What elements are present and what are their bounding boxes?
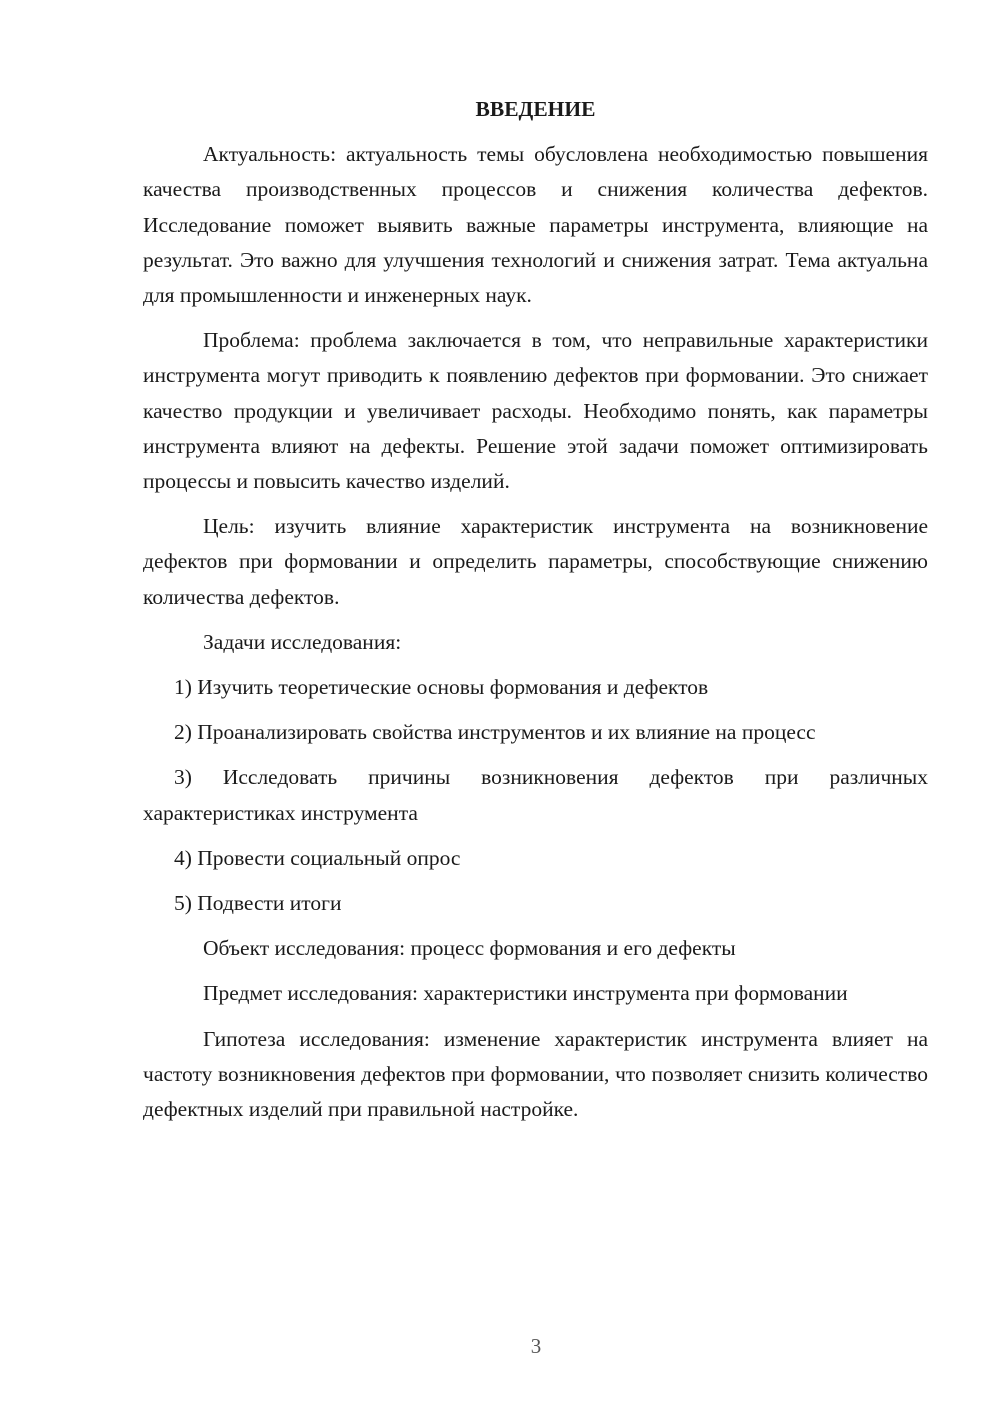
task-item: 5) Подвести итоги [174, 891, 342, 916]
section-heading: ВВЕДЕНИЕ [475, 97, 596, 121]
task-item: 4) Провести социальный опрос [174, 845, 461, 870]
problem-paragraph: Проблема: проблема заключается в том, что неправильные характеристики инструмента могут приводить к появлению дефектов при формовании. Это снижает качество продукции и увеличивает расходы. Необходимо понять, как параметры инструмента влияют на дефекты. Решение этой задачи поможет оптимизировать процессы и повысить качество изделий. [143, 328, 928, 494]
goal-paragraph: Цель: изучить влияние характеристик инструмента на возникновение дефектов при формовании и определить параметры, способствующие снижению количества дефектов. [143, 514, 928, 609]
subject-paragraph: Предмет исследования: характеристики инструмента при формовании [203, 981, 848, 1006]
task-item: 1) Изучить теоретические основы формования и дефектов [174, 675, 709, 700]
hypothesis-paragraph: Гипотеза исследования: изменение характеристик инструмента влияет на частоту возникновения дефектов при формовании, что позволяет снизить количество дефектных изделий при правильной настройке. [143, 1026, 928, 1122]
object-paragraph: Объект исследования: процесс формования и его дефекты [203, 936, 736, 961]
task-item: 3) Исследовать причины возникновения дефектов при различных характеристиках инструмента [143, 765, 928, 825]
page-number: 3 [530, 1334, 542, 1358]
page-body [143, 92, 928, 1137]
tasks-heading: Задачи исследования: [203, 629, 402, 654]
relevance-paragraph: Актуальность: актуальность темы обусловлена необходимостью повышения качества производственных процессов и снижения количества дефектов. Исследование поможет выявить важные параметры инструмента, влияющие на результат. Это важно для улучшения технологий и снижения затрат. Тема актуальна для промышленности и инженерных наук. [143, 142, 928, 308]
task-item: 2) Проанализировать свойства инструментов и их влияние на процесс [174, 720, 816, 745]
